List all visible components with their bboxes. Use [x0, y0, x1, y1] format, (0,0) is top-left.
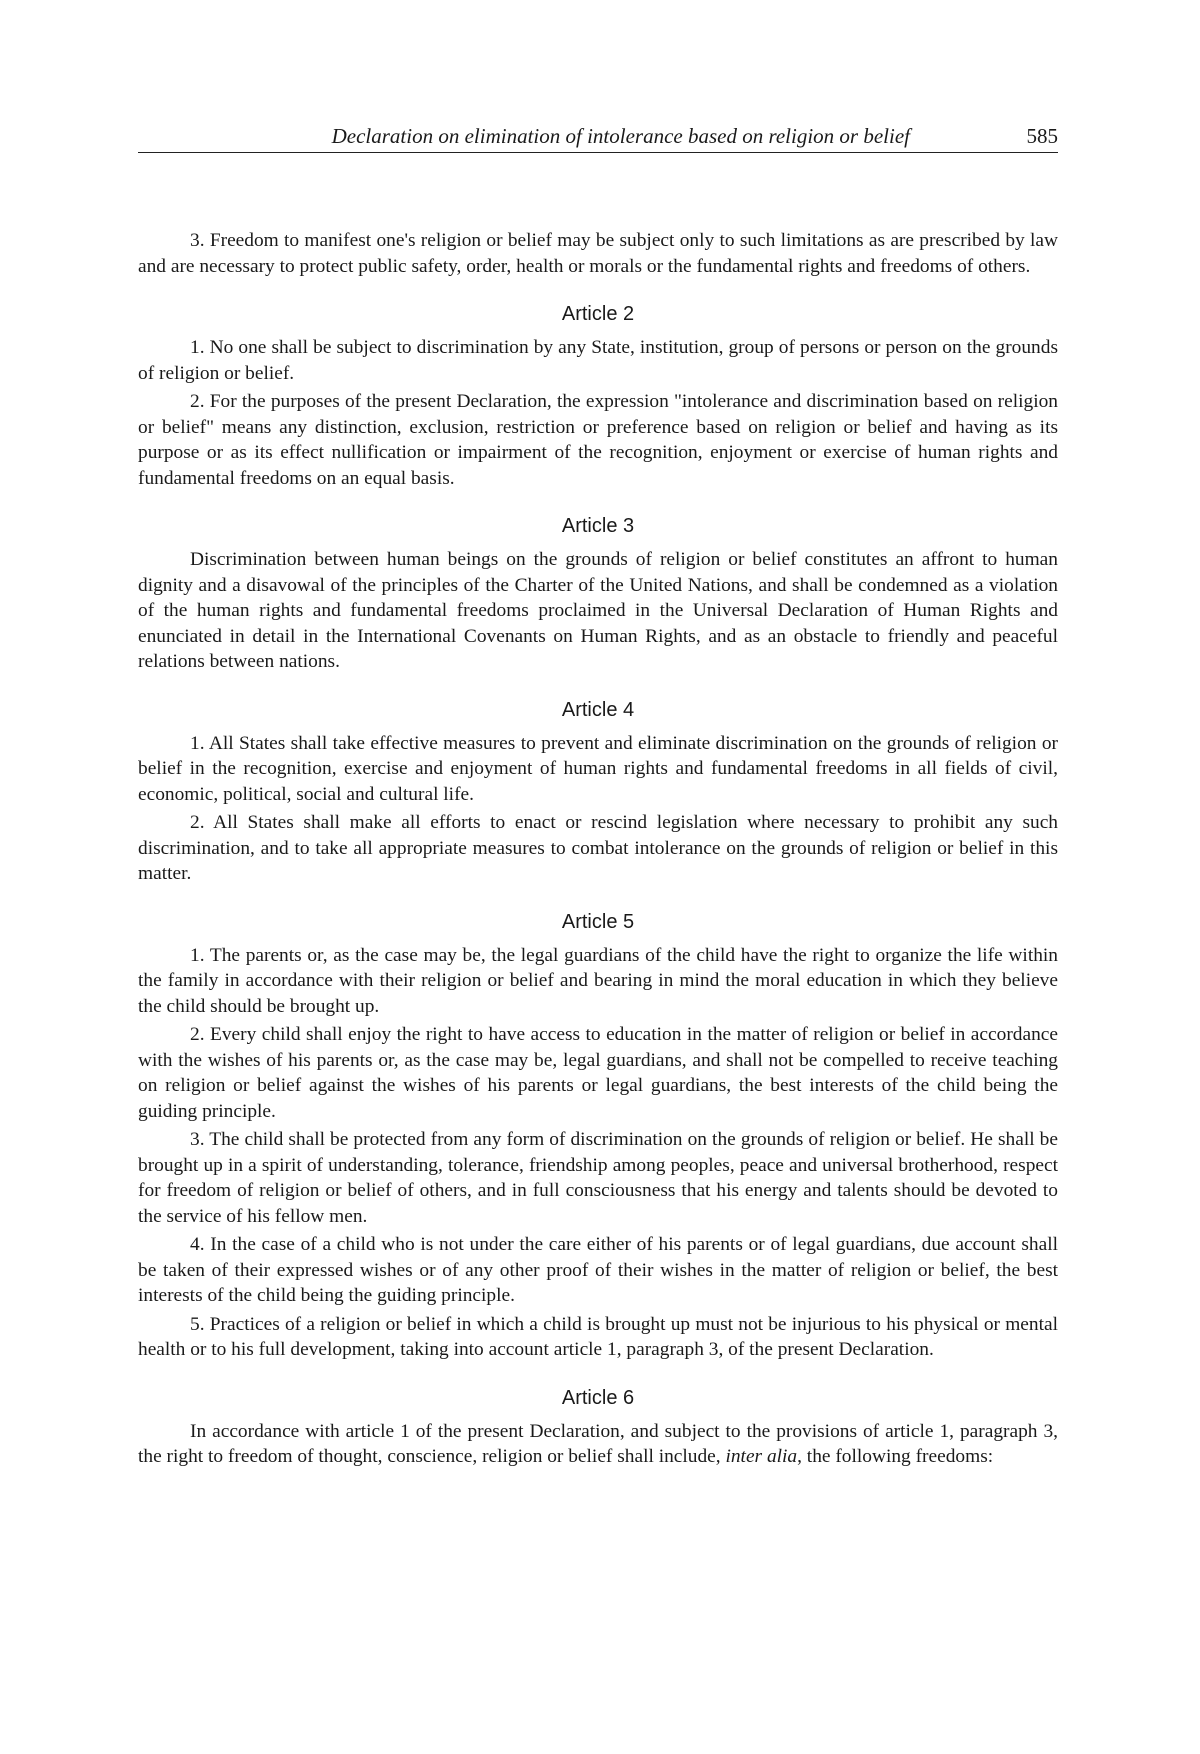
running-header — [138, 118, 1058, 153]
article-5-heading: Article 5 — [561, 910, 635, 933]
article-2-paragraph-1: 1. No one shall be subject to discrimination by any State, institution, group of persons or person on the grounds of religion or belief. — [138, 337, 1058, 384]
article-5-paragraph-4: 4. In the case of a child who is not under the care either of his parents or of legal guardians, due account shall be taken of their expressed wishes or of any other proof of their wishes in the matter of religion or belief, the best interests of the child being the guiding principle. — [138, 1234, 1058, 1306]
article-5-paragraph-5: 5. Practices of a religion or belief in which a child is brought up must not be injurious to his physical or mental health or to his full development, taking into account article 1, paragraph 3, of the present Declaration. — [138, 1313, 1058, 1360]
article-3-paragraph-1: Discrimination between human beings on the grounds of religion or belief constitutes an affront to human dignity and a disavowal of the principles of the Charter of the United Nations, and shall be condemned as a violation of the human rights and fundamental freedoms proclaimed in the Universal Declaration of Human Rights and enunciated in detail in the International Covenants on Human Rights, and as an obstacle to friendly and peaceful relations between nations. — [138, 549, 1058, 672]
article-1-paragraph-3: 3. Freedom to manifest one's religion or belief may be subject only to such limitations as are prescribed by law and are necessary to protect public safety, order, health or morals or the fundamental rights and freedoms of others. — [138, 230, 1058, 277]
page-number: 585 — [1026, 124, 1058, 148]
article-5-paragraph-3: 3. The child shall be protected from any form of discrimination on the grounds of religion or belief. He shall be brought up in a spirit of understanding, tolerance, friendship among peoples, peace and universal brotherhood, respect for freedom of religion or belief of others, and in full consciousness that his energy and talents should be devoted to the service of his fellow men. — [138, 1129, 1058, 1227]
article-6-inter-alia: inter alia — [725, 1446, 798, 1467]
article-6-paragraph-1 — [138, 1419, 1058, 1470]
article-6-text-start: In accordance with article 1 of the present Declaration, and subject to the provisions of article 1, paragraph 3, the right to freedom of thought, conscience, religion or belief shall include, — [138, 1420, 1058, 1467]
article-2-paragraph-2: 2. For the purposes of the present Declaration, the expression "intolerance and discrimination based on religion or belief" means any distinction, exclusion, restriction or preference based on religion or belief and having as its purpose or as its effect nullification or impairment of the recognition, enjoyment or exercise of human rights and fundamental freedoms on an equal basis. — [138, 391, 1058, 489]
document-body — [138, 153, 1058, 1470]
article-5-paragraph-2: 2. Every child shall enjoy the right to have access to education in the matter of religion or belief in accordance with the wishes of his parents or, as the case may be, legal guardians, and shall not be compelled to receive teaching on religion or belief against the wishes of his parents or legal guardians, the best interests of the child being the guiding principle. — [138, 1024, 1058, 1122]
article-2-heading: Article 2 — [561, 303, 635, 325]
article-5-paragraph-1: 1. The parents or, as the case may be, the legal guardians of the child have the right to organize the life within the family in accordance with their religion or belief and bearing in mind the moral education in which they believe the child should be brought up. — [138, 944, 1058, 1017]
article-6-heading: Article 6 — [561, 1386, 635, 1409]
article-4-paragraph-1: 1. All States shall take effective measures to prevent and eliminate discrimination on the grounds of religion or belief in the recognition, exercise and enjoyment of human rights and fundamental freedoms in all fields of civil, economic, political, social and cultural life. — [138, 732, 1058, 805]
running-header-title: Declaration on elimination of intolerance based on religion or belief — [331, 124, 910, 148]
article-4-heading: Article 4 — [561, 698, 635, 721]
document-page — [138, 118, 1058, 1473]
article-6-text-end: , the following freedoms: — [797, 1446, 994, 1467]
article-3-heading: Article 3 — [561, 515, 635, 537]
article-4-paragraph-2: 2. All States shall make all efforts to enact or rescind legislation where necessary to prohibit any such discrimination, and to take all appropriate measures to combat intolerance on the grounds of religion or belief in this matter. — [138, 812, 1058, 884]
